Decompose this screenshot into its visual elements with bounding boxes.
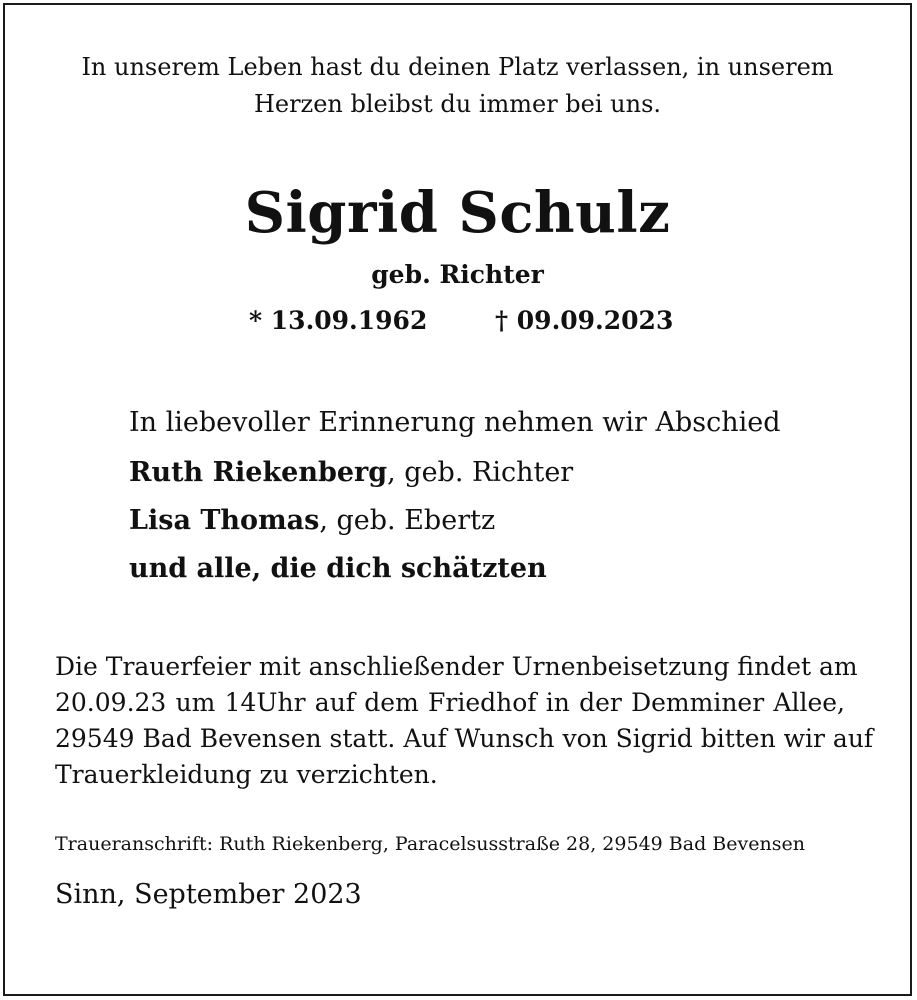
ceremony-line: Trauerkleidung zu verzichten. (55, 760, 438, 789)
motto-line-1: In unserem Leben hast du deinen Platz verlassen, in unserem (81, 53, 834, 81)
mourner-suffix: , geb. Ebertz (319, 505, 496, 536)
ceremony-line: Die Trauerfeier mit anschließender Urnenbeisetzung findet am (55, 652, 858, 681)
obituary-notice (3, 3, 912, 996)
ceremony-line: 20.09.23 um 14Uhr auf dem Friedhof in der Demminer Allee, (55, 688, 845, 717)
mourner-line (129, 503, 495, 539)
place-and-date: Sinn, September 2023 (55, 879, 362, 910)
farewell-intro: In liebevoller Erinnerung nehmen wir Abschied (129, 407, 781, 438)
mourning-address: Traueranschrift: Ruth Riekenberg, Paracelsusstraße 28, 29549 Bad Bevensen (55, 833, 805, 855)
farewell-closing: und alle, die dich schätzten (129, 553, 547, 584)
mourner-name: Lisa Thomas (129, 505, 320, 536)
ceremony-line: 29549 Bad Bevensen statt. Auf Wunsch von Sigrid bitten wir auf (55, 724, 874, 753)
mourner-suffix: , geb. Richter (387, 457, 574, 488)
mourner-name: Ruth Riekenberg (129, 457, 388, 488)
birth-date: * 13.09.1962 (249, 306, 428, 335)
mourner-line (129, 455, 573, 491)
deceased-name: Sigrid Schulz (244, 180, 671, 246)
death-date: † 09.09.2023 (495, 306, 674, 335)
maiden-name: geb. Richter (371, 260, 544, 289)
motto-line-2: Herzen bleibst du immer bei uns. (253, 90, 662, 118)
